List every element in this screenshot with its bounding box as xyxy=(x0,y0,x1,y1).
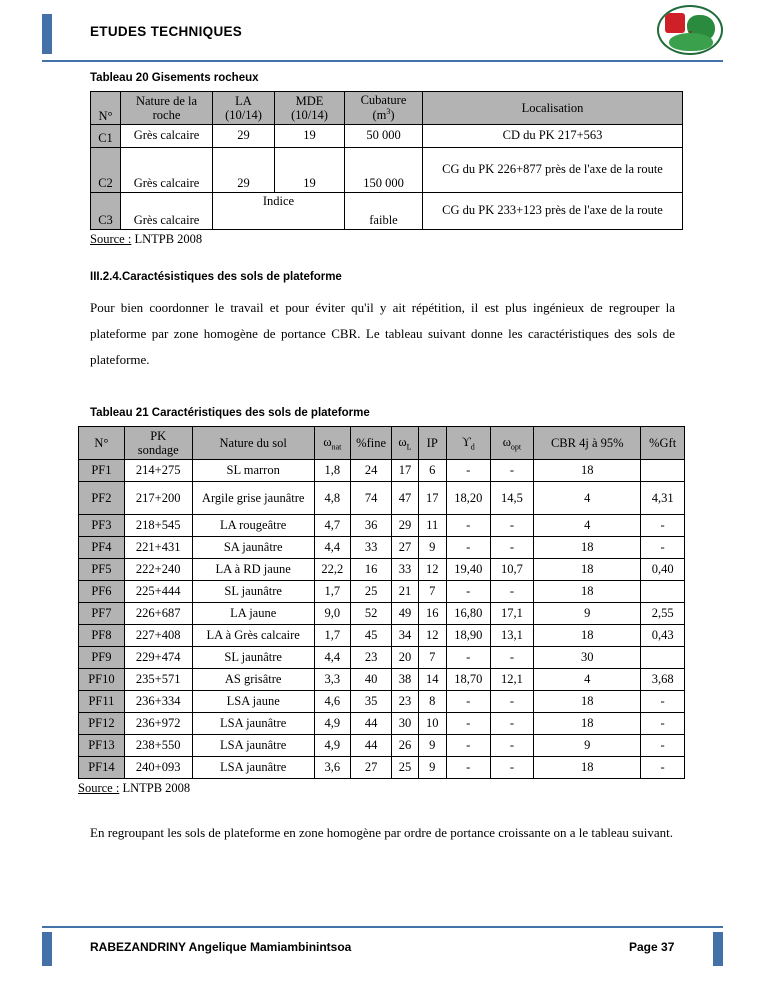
cell-wl: 33 xyxy=(392,558,418,580)
cell-gft: 0,43 xyxy=(641,624,685,646)
cell-yd: - xyxy=(446,646,490,668)
table-row xyxy=(79,646,685,668)
table-21-caracteristiques-sols xyxy=(78,426,685,779)
section-heading: III.2.4.Caractésistiques des sols de plateforme xyxy=(90,270,342,283)
cell-fine: 33 xyxy=(350,536,391,558)
cell-nature: LA à Grès calcaire xyxy=(192,624,314,646)
cell-wopt: 13,1 xyxy=(490,624,534,646)
source-value: LNTPB 2008 xyxy=(122,780,191,795)
footer-accent-bar-left xyxy=(42,932,52,966)
cell-gft: - xyxy=(641,536,685,558)
col-header-pct-fine: %fine xyxy=(350,426,391,459)
cell-cbr: 4 xyxy=(534,668,641,690)
cell-cbr: 18 xyxy=(534,690,641,712)
col-header-la: LA (10/14) xyxy=(213,92,275,125)
cell-wopt: - xyxy=(490,514,534,536)
cell-num: C2 xyxy=(91,147,121,192)
cell-num: PF7 xyxy=(79,602,125,624)
cell-wopt: 10,7 xyxy=(490,558,534,580)
cell-nature: LA rougeâtre xyxy=(192,514,314,536)
cell-num: PF11 xyxy=(79,690,125,712)
cell-nature: SL jaunâtre xyxy=(192,646,314,668)
cell-ip: 6 xyxy=(418,459,446,481)
page-header xyxy=(0,0,765,62)
cell-cbr: 9 xyxy=(534,734,641,756)
footer-divider xyxy=(42,926,723,928)
header-accent-bar xyxy=(42,14,52,54)
cell-cbr: 18 xyxy=(534,712,641,734)
cell-num: PF3 xyxy=(79,514,125,536)
table-row xyxy=(91,124,683,147)
cell-nature: SA jaunâtre xyxy=(192,536,314,558)
footer-author: RABEZANDRINY Angelique Mamiambinintsoa xyxy=(90,940,352,954)
cell-nature: LSA jaunâtre xyxy=(192,756,314,778)
cell-wnat: 4,9 xyxy=(314,712,350,734)
footer-accent-bar-right xyxy=(713,932,723,966)
table-row xyxy=(79,756,685,778)
cell-num: PF14 xyxy=(79,756,125,778)
table-21-source xyxy=(78,781,765,796)
cell-pk: 226+687 xyxy=(124,602,192,624)
cell-nature: LA jaune xyxy=(192,602,314,624)
cell-ip: 17 xyxy=(418,481,446,514)
institution-logo-icon xyxy=(657,5,723,55)
cell-pk: 236+334 xyxy=(124,690,192,712)
source-label: Source : xyxy=(90,231,132,246)
cell-gft xyxy=(641,646,685,668)
cell-pk: 235+571 xyxy=(124,668,192,690)
cell-cbr: 30 xyxy=(534,646,641,668)
closing-paragraph: En regroupant les sols de plateforme en zone homogène par ordre de portance croissante on a le tableau suivant. xyxy=(90,824,673,840)
cell-gft: - xyxy=(641,712,685,734)
cell-wl: 26 xyxy=(392,734,418,756)
cell-num: C1 xyxy=(91,124,121,147)
cell-gft: 0,40 xyxy=(641,558,685,580)
table-row xyxy=(79,558,685,580)
col-header-nature: Nature de la roche xyxy=(121,92,213,125)
cell-fine: 36 xyxy=(350,514,391,536)
cell-wopt: 14,5 xyxy=(490,481,534,514)
cell-indice: Indice xyxy=(213,192,345,229)
table-row xyxy=(79,624,685,646)
cell-yd: - xyxy=(446,756,490,778)
cell-wnat: 1,7 xyxy=(314,580,350,602)
cell-nature: SL marron xyxy=(192,459,314,481)
cell-mde: 19 xyxy=(275,147,345,192)
cell-ip: 12 xyxy=(418,558,446,580)
cell-wl: 49 xyxy=(392,602,418,624)
cell-la: 29 xyxy=(213,124,275,147)
cell-ip: 7 xyxy=(418,646,446,668)
cell-pk: 229+474 xyxy=(124,646,192,668)
table-row xyxy=(79,481,685,514)
cell-gft: 3,68 xyxy=(641,668,685,690)
table-20-gisements-rocheux xyxy=(90,91,683,230)
cell-wopt: 12,1 xyxy=(490,668,534,690)
cell-fine: 25 xyxy=(350,580,391,602)
cell-cubature: faible xyxy=(345,192,423,229)
cell-wnat: 4,7 xyxy=(314,514,350,536)
cell-gft: - xyxy=(641,756,685,778)
cell-wl: 34 xyxy=(392,624,418,646)
col-header-pct-gft: %Gft xyxy=(641,426,685,459)
cell-cbr: 18 xyxy=(534,558,641,580)
cell-nature: LSA jaunâtre xyxy=(192,712,314,734)
cell-num: PF6 xyxy=(79,580,125,602)
cell-num: PF2 xyxy=(79,481,125,514)
table-row xyxy=(79,602,685,624)
cell-nature: LSA jaunâtre xyxy=(192,734,314,756)
cell-cbr: 18 xyxy=(534,536,641,558)
cell-num: PF13 xyxy=(79,734,125,756)
cell-fine: 52 xyxy=(350,602,391,624)
cell-yd: 18,70 xyxy=(446,668,490,690)
cell-fine: 24 xyxy=(350,459,391,481)
cell-pk: 218+545 xyxy=(124,514,192,536)
cell-wl: 30 xyxy=(392,712,418,734)
cell-wl: 20 xyxy=(392,646,418,668)
col-header-num: N° xyxy=(91,92,121,125)
cell-wnat: 4,6 xyxy=(314,690,350,712)
cell-gft: - xyxy=(641,514,685,536)
cell-num: PF12 xyxy=(79,712,125,734)
cell-cbr: 4 xyxy=(534,481,641,514)
cell-wl: 47 xyxy=(392,481,418,514)
cell-ip: 16 xyxy=(418,602,446,624)
cell-yd: 18,90 xyxy=(446,624,490,646)
cell-fine: 16 xyxy=(350,558,391,580)
cell-wopt: - xyxy=(490,536,534,558)
cell-nature: Grès calcaire xyxy=(121,192,213,229)
cell-ip: 9 xyxy=(418,756,446,778)
cell-wl: 21 xyxy=(392,580,418,602)
cell-wnat: 1,7 xyxy=(314,624,350,646)
cell-num: PF1 xyxy=(79,459,125,481)
cell-yd: - xyxy=(446,712,490,734)
source-value: LNTPB 2008 xyxy=(134,231,203,246)
table-20-caption: Tableau 20 Gisements rocheux xyxy=(90,72,259,84)
cell-localisation: CD du PK 217+563 xyxy=(423,124,683,147)
cell-wopt: - xyxy=(490,690,534,712)
table-20-source xyxy=(90,232,765,247)
cell-wl: 29 xyxy=(392,514,418,536)
cell-fine: 44 xyxy=(350,734,391,756)
cell-yd: 16,80 xyxy=(446,602,490,624)
cell-pk: 227+408 xyxy=(124,624,192,646)
cell-gft: - xyxy=(641,734,685,756)
col-header-gamma-d: $ϒ_d$ xyxy=(446,426,490,459)
cell-wl: 27 xyxy=(392,536,418,558)
cell-cbr: 18 xyxy=(534,580,641,602)
cell-nature: LSA jaune xyxy=(192,690,314,712)
section-paragraph: Pour bien coordonner le travail et pour éviter qu'il y ait répétition, il est plus ingénieux de regrouper la plateforme par zone homogène de portance CBR. Le tableau suivant donne les caractéristiques des sols de plateforme. xyxy=(90,299,675,367)
cell-gft: 2,55 xyxy=(641,602,685,624)
cell-wopt: 17,1 xyxy=(490,602,534,624)
cell-wnat: 4,4 xyxy=(314,536,350,558)
col-header-omega-nat: $\omega_{nat}$ xyxy=(314,426,350,459)
cell-num: PF5 xyxy=(79,558,125,580)
cell-pk: 236+972 xyxy=(124,712,192,734)
col-header-localisation: Localisation xyxy=(423,92,683,125)
page-content xyxy=(0,62,765,846)
cell-wopt: - xyxy=(490,756,534,778)
table-row xyxy=(79,690,685,712)
cell-nature: SL jaunâtre xyxy=(192,580,314,602)
cell-wopt: - xyxy=(490,580,534,602)
cell-yd: - xyxy=(446,734,490,756)
col-header-nature-sol: Nature du sol xyxy=(192,426,314,459)
cell-fine: 44 xyxy=(350,712,391,734)
cell-cbr: 18 xyxy=(534,624,641,646)
col-header-pk-sondage: PK sondage xyxy=(124,426,192,459)
cell-gft xyxy=(641,459,685,481)
cell-pk: 221+431 xyxy=(124,536,192,558)
cell-num: PF4 xyxy=(79,536,125,558)
cell-wopt: - xyxy=(490,459,534,481)
cell-pk: 238+550 xyxy=(124,734,192,756)
cell-wl: 23 xyxy=(392,690,418,712)
cell-cubature: 150 000 xyxy=(345,147,423,192)
cell-wopt: - xyxy=(490,646,534,668)
cell-wnat: 3,3 xyxy=(314,668,350,690)
cell-wl: 25 xyxy=(392,756,418,778)
cell-wopt: - xyxy=(490,712,534,734)
cell-yd: - xyxy=(446,459,490,481)
cell-cbr: 9 xyxy=(534,602,641,624)
cell-pk: 214+275 xyxy=(124,459,192,481)
cell-ip: 9 xyxy=(418,536,446,558)
cell-fine: 45 xyxy=(350,624,391,646)
cell-nature: Grès calcaire xyxy=(121,124,213,147)
cell-localisation: CG du PK 233+123 près de l'axe de la route xyxy=(423,192,683,229)
col-header-cubature: Cubature $(m^3)$ xyxy=(345,92,423,125)
col-header-omega-opt: $\omega_{opt}$ xyxy=(490,426,534,459)
cell-cubature: 50 000 xyxy=(345,124,423,147)
col-header-ip: IP xyxy=(418,426,446,459)
table-row xyxy=(91,147,683,192)
cell-wnat: 4,9 xyxy=(314,734,350,756)
cell-wopt: - xyxy=(490,734,534,756)
cell-cbr: 4 xyxy=(534,514,641,536)
cell-num: PF9 xyxy=(79,646,125,668)
cell-nature: Grès calcaire xyxy=(121,147,213,192)
cell-nature: AS grisâtre xyxy=(192,668,314,690)
cell-fine: 74 xyxy=(350,481,391,514)
table-header-row xyxy=(79,426,685,459)
cell-fine: 27 xyxy=(350,756,391,778)
cell-wl: 17 xyxy=(392,459,418,481)
table-21-caption: Tableau 21 Caractéristiques des sols de plateforme xyxy=(90,406,370,419)
cell-pk: 217+200 xyxy=(124,481,192,514)
cell-cbr: 18 xyxy=(534,756,641,778)
table-row xyxy=(79,536,685,558)
cell-mde: 19 xyxy=(275,124,345,147)
cell-cbr: 18 xyxy=(534,459,641,481)
col-header-mde: MDE (10/14) xyxy=(275,92,345,125)
cell-num: PF8 xyxy=(79,624,125,646)
cell-la: 29 xyxy=(213,147,275,192)
table-row xyxy=(79,712,685,734)
table-row xyxy=(79,514,685,536)
cell-wnat: 4,4 xyxy=(314,646,350,668)
cell-nature: LA à RD jaune xyxy=(192,558,314,580)
cell-wnat: 9,0 xyxy=(314,602,350,624)
cell-pk: 225+444 xyxy=(124,580,192,602)
cell-fine: 40 xyxy=(350,668,391,690)
source-label: Source : xyxy=(78,780,120,795)
cell-yd: 19,40 xyxy=(446,558,490,580)
cell-gft: 4,31 xyxy=(641,481,685,514)
cell-nature: Argile grise jaunâtre xyxy=(192,481,314,514)
table-row xyxy=(91,192,683,229)
table-row xyxy=(79,668,685,690)
col-header-omega-l: $\omega_L$ xyxy=(392,426,418,459)
cell-num: PF10 xyxy=(79,668,125,690)
cell-localisation: CG du PK 226+877 près de l'axe de la route xyxy=(423,147,683,192)
cell-fine: 23 xyxy=(350,646,391,668)
footer-page-number: Page 37 xyxy=(629,940,675,954)
cell-wl: 38 xyxy=(392,668,418,690)
table-header-row xyxy=(91,92,683,125)
cell-yd: - xyxy=(446,536,490,558)
cell-ip: 7 xyxy=(418,580,446,602)
col-header-cbr: CBR 4j à 95% xyxy=(534,426,641,459)
cell-ip: 8 xyxy=(418,690,446,712)
table-row xyxy=(79,734,685,756)
cell-ip: 9 xyxy=(418,734,446,756)
cell-wnat: 1,8 xyxy=(314,459,350,481)
cell-wnat: 3,6 xyxy=(314,756,350,778)
cell-wnat: 22,2 xyxy=(314,558,350,580)
cell-gft: - xyxy=(641,690,685,712)
cell-ip: 11 xyxy=(418,514,446,536)
cell-ip: 12 xyxy=(418,624,446,646)
cell-fine: 35 xyxy=(350,690,391,712)
table-row xyxy=(79,459,685,481)
cell-gft xyxy=(641,580,685,602)
cell-yd: 18,20 xyxy=(446,481,490,514)
cell-num: C3 xyxy=(91,192,121,229)
cell-yd: - xyxy=(446,690,490,712)
col-header-num: N° xyxy=(79,426,125,459)
header-title: ETUDES TECHNIQUES xyxy=(90,24,243,39)
cell-pk: 222+240 xyxy=(124,558,192,580)
cell-pk: 240+093 xyxy=(124,756,192,778)
cell-wnat: 4,8 xyxy=(314,481,350,514)
cell-yd: - xyxy=(446,514,490,536)
table-row xyxy=(79,580,685,602)
cell-yd: - xyxy=(446,580,490,602)
cell-ip: 10 xyxy=(418,712,446,734)
cell-ip: 14 xyxy=(418,668,446,690)
